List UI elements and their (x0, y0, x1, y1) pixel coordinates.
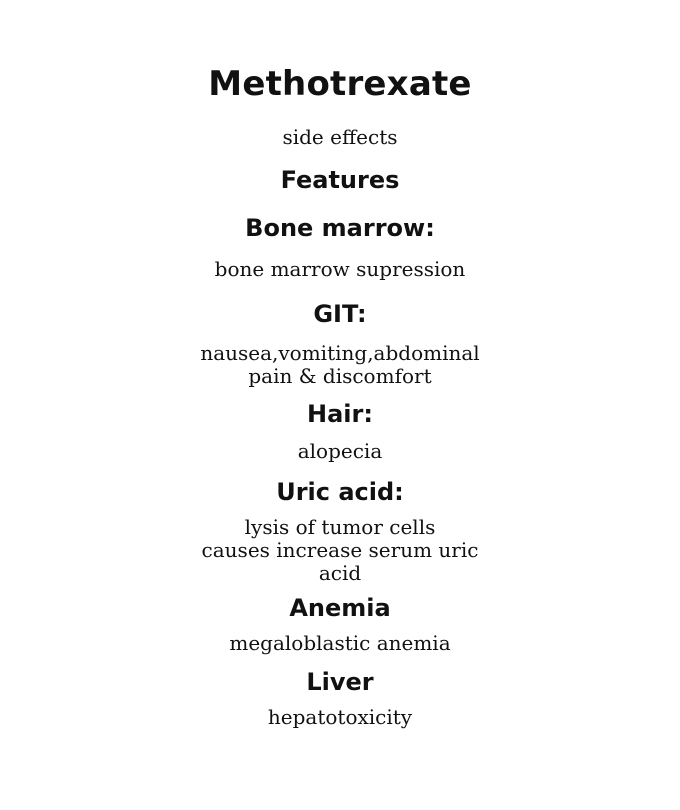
section-line: acid (318, 561, 362, 585)
section-text-anemia (0, 632, 680, 655)
section-line: causes increase serum uric (201, 538, 479, 562)
section-line: megaloblastic anemia (229, 631, 451, 655)
document-subtitle: side effects (282, 125, 398, 149)
section-heading-git: GIT: (313, 300, 367, 328)
section-text-liver (0, 706, 680, 729)
section-heading-liver: Liver (306, 668, 374, 696)
section-heading-bone-marrow: Bone marrow: (245, 214, 435, 242)
section-heading-anemia: Anemia (289, 594, 391, 622)
section-heading-uric-acid: Uric acid: (276, 478, 404, 506)
section-text-bone-marrow (0, 258, 680, 281)
section-line: hepatotoxicity (267, 705, 413, 729)
section-text-git (0, 342, 680, 388)
document-title: Methotrexate (208, 64, 472, 104)
section-text-uric-acid (0, 516, 680, 585)
features-heading: Features (280, 166, 400, 194)
section-line: alopecia (297, 439, 383, 463)
section-line: nausea,vomiting,abdominal (200, 341, 480, 365)
section-line: bone marrow supression (214, 257, 466, 281)
section-line: lysis of tumor cells (244, 515, 436, 539)
section-text-hair (0, 440, 680, 463)
section-heading-hair: Hair: (307, 400, 373, 428)
section-line: pain & discomfort (248, 364, 432, 388)
